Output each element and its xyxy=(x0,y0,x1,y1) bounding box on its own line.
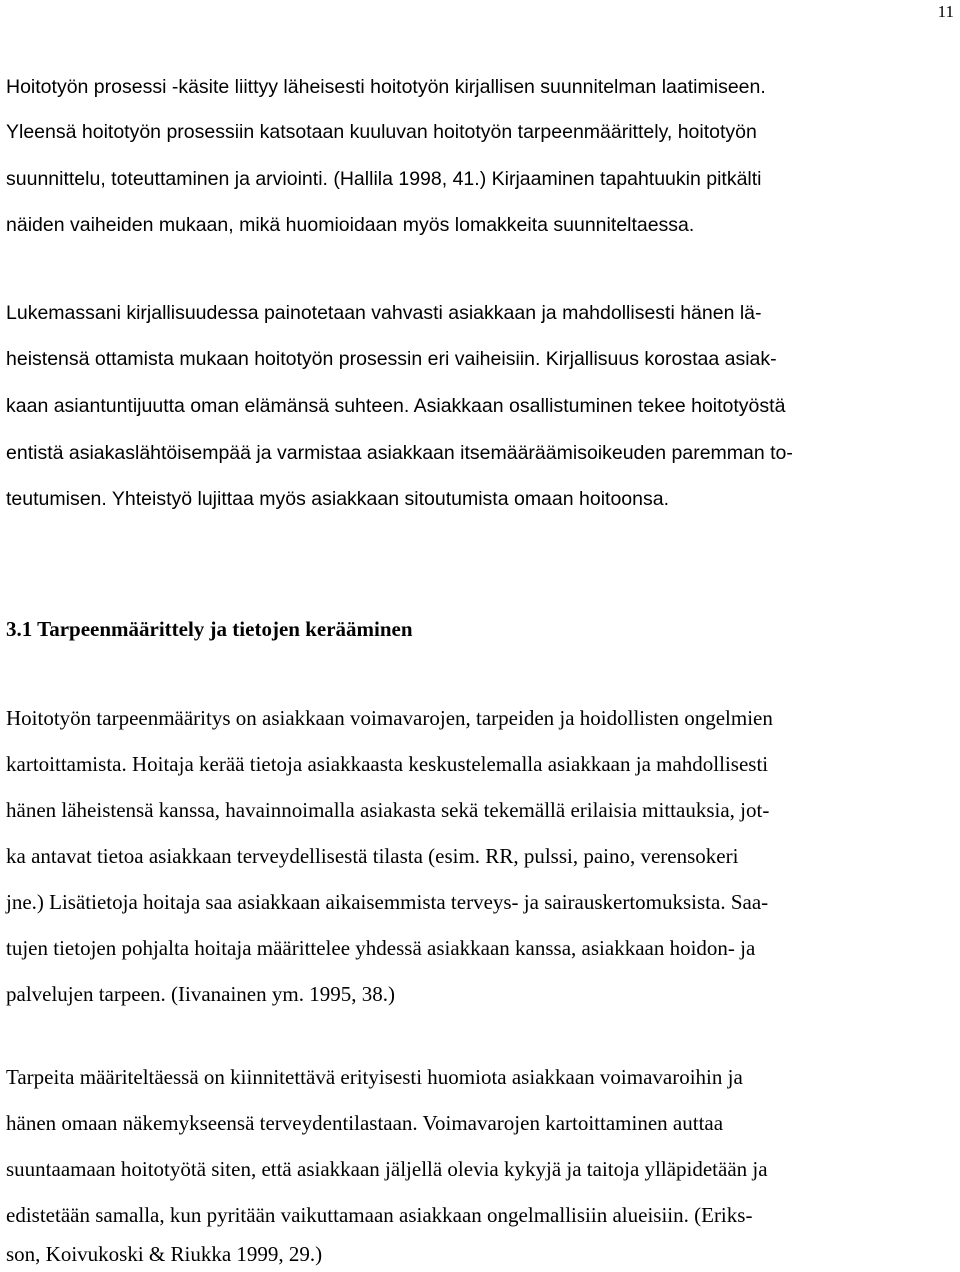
text-line: näiden vaiheiden mukaan, mikä huomioidaan myös lomakkeita suunniteltaessa. xyxy=(6,214,695,236)
text-line: hänen omaan näkemykseensä terveydentilastaan. Voimavarojen kartoittaminen auttaa xyxy=(6,1111,724,1135)
text-line: teutumisen. Yhteistyö lujittaa myös asiakkaan sitoutumista omaan hoitoonsa. xyxy=(6,488,669,510)
text-line: entistä asiakaslähtöisempää ja varmistaa asiakkaan itsemääräämisoikeuden paremman to- xyxy=(6,442,793,464)
text-line: hänen läheistensä kanssa, havainnoimalla asiakasta sekä tekemällä erilaisia mittauksia, jot- xyxy=(6,798,770,822)
text-line: edistetään samalla, kun pyritään vaikuttamaan asiakkaan ongelmallisiin alueisiin. (Eriks- xyxy=(6,1203,753,1227)
text-line: Yleensä hoitotyön prosessiin katsotaan kuuluvan hoitotyön tarpeenmäärittely, hoitotyön xyxy=(6,121,757,143)
text-line: son, Koivukoski & Riukka 1999, 29.) xyxy=(6,1242,323,1266)
page-number: 11 xyxy=(937,2,954,21)
text-line: ka antavat tietoa asiakkaan terveydellisestä tilasta (esim. RR, pulssi, paino, verensokeri xyxy=(6,844,739,868)
text-line: heistensä ottamista mukaan hoitotyön prosessin eri vaiheisiin. Kirjallisuus korostaa asiak- xyxy=(6,348,777,370)
section-heading: 3.1 Tarpeenmäärittely ja tietojen kerääminen xyxy=(6,617,413,641)
text-line: kartoittamista. Hoitaja kerää tietoja asiakkaasta keskustelemalla asiakkaan ja mahdollisesti xyxy=(6,752,769,776)
text-line: Lukemassani kirjallisuudessa painotetaan vahvasti asiakkaan ja mahdollisesti hänen lä- xyxy=(6,302,762,324)
text-line: kaan asiantuntijuutta oman elämänsä suhteen. Asiakkaan osallistuminen tekee hoitotyöstä xyxy=(6,395,786,417)
text-line: Hoitotyön prosessi -käsite liittyy läheisesti hoitotyön kirjallisen suunnitelman laatimiseen. xyxy=(6,76,766,98)
text-line: jne.) Lisätietoja hoitaja saa asiakkaan aikaisemmista terveys- ja sairauskertomuksista. Saa- xyxy=(6,890,769,914)
text-line: Hoitotyön tarpeenmääritys on asiakkaan voimavarojen, tarpeiden ja hoidollisten ongelmien xyxy=(6,706,773,730)
text-line: suunnittelu, toteuttaminen ja arviointi. (Hallila 1998, 41.) Kirjaaminen tapahtuukin pitkälti xyxy=(6,168,762,190)
text-line: tujen tietojen pohjalta hoitaja määrittelee yhdessä asiakkaan kanssa, asiakkaan hoidon- ja xyxy=(6,936,756,960)
text-line: palvelujen tarpeen. (Iivanainen ym. 1995, 38.) xyxy=(6,982,395,1006)
text-line: Tarpeita määriteltäessä on kiinnitettävä erityisesti huomiota asiakkaan voimavaroihin ja xyxy=(6,1065,743,1089)
text-line: suuntaamaan hoitotyötä siten, että asiakkaan jäljellä olevia kykyjä ja taitoja ylläpidetään ja xyxy=(6,1157,768,1181)
